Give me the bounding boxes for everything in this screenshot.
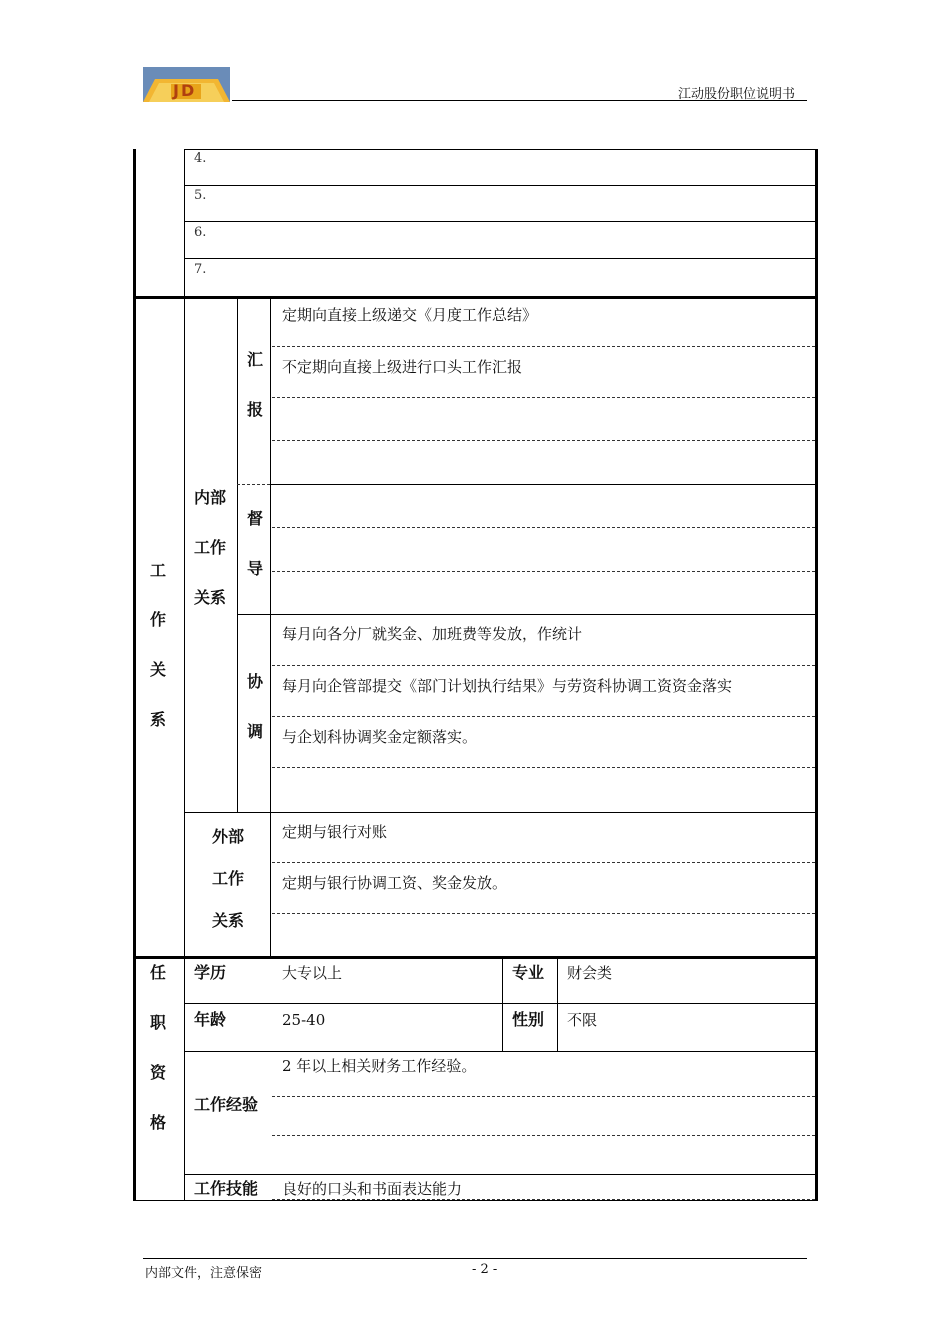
major-value: 财会类 bbox=[567, 964, 613, 982]
duty-item-4: 4. bbox=[194, 151, 207, 166]
footer-rule bbox=[143, 1258, 807, 1259]
page-number: - 2 - bbox=[472, 1262, 498, 1277]
report-label-1: 汇 bbox=[247, 350, 264, 369]
internal-label-1: 内部 bbox=[194, 488, 227, 507]
qualification-section-char-3: 资 bbox=[150, 1063, 167, 1082]
external-label-2: 工作 bbox=[212, 869, 245, 888]
relations-section-char-3: 关 bbox=[150, 660, 167, 679]
qualification-section-char-4: 格 bbox=[150, 1113, 167, 1132]
relations-section-char-4: 系 bbox=[150, 710, 167, 729]
report-label-2: 报 bbox=[247, 400, 264, 419]
qualification-section-char-2: 职 bbox=[150, 1013, 167, 1032]
external-item-1: 定期与银行对账 bbox=[282, 823, 388, 841]
duty-item-6: 6. bbox=[194, 225, 207, 240]
internal-label-2: 工作 bbox=[194, 538, 227, 557]
report-item-2: 不定期向直接上级进行口头工作汇报 bbox=[282, 358, 523, 376]
gender-value: 不限 bbox=[567, 1011, 598, 1029]
qualification-section-char-1: 任 bbox=[150, 963, 167, 982]
report-item-1: 定期向直接上级递交《月度工作总结》 bbox=[282, 306, 538, 324]
skills-value: 良好的口头和书面表达能力 bbox=[282, 1180, 463, 1198]
supervise-label-2: 导 bbox=[247, 559, 264, 578]
skills-label: 工作技能 bbox=[194, 1179, 259, 1198]
coordinate-item-1: 每月向各分厂就奖金、加班费等发放，作统计 bbox=[282, 625, 583, 643]
external-item-2: 定期与银行协调工资、奖金发放。 bbox=[282, 874, 508, 892]
gender-label: 性别 bbox=[512, 1010, 545, 1029]
supervise-label-1: 督 bbox=[247, 509, 264, 528]
experience-label: 工作经验 bbox=[194, 1095, 259, 1114]
age-label: 年龄 bbox=[194, 1010, 227, 1029]
logo-lettering: JD bbox=[173, 81, 197, 100]
age-value: 25-40 bbox=[282, 1011, 326, 1029]
external-label-3: 关系 bbox=[212, 911, 245, 930]
relations-section-char-1: 工 bbox=[150, 561, 167, 580]
relations-section-char-2: 作 bbox=[150, 610, 167, 629]
external-label-1: 外部 bbox=[212, 827, 245, 846]
footer-confidential-note: 内部文件，注意保密 bbox=[145, 1266, 263, 1281]
coordinate-item-3: 与企划科协调奖金定额落实。 bbox=[282, 728, 478, 746]
coordinate-item-2: 每月向企管部提交《部门计划执行结果》与劳资科协调工资资金落实 bbox=[282, 677, 733, 695]
experience-value: 2 年以上相关财务工作经验。 bbox=[282, 1057, 477, 1075]
education-label: 学历 bbox=[194, 963, 227, 982]
education-value: 大专以上 bbox=[282, 964, 343, 982]
coordinate-label-1: 协 bbox=[247, 672, 264, 691]
company-logo bbox=[143, 67, 230, 102]
internal-label-3: 关系 bbox=[194, 588, 227, 607]
duty-item-7: 7. bbox=[194, 262, 207, 277]
major-label: 专业 bbox=[512, 963, 545, 982]
header-rule bbox=[232, 100, 807, 101]
coordinate-label-2: 调 bbox=[247, 722, 264, 741]
duty-item-5: 5. bbox=[194, 188, 207, 203]
document-title: 江动股份职位说明书 bbox=[678, 87, 796, 102]
